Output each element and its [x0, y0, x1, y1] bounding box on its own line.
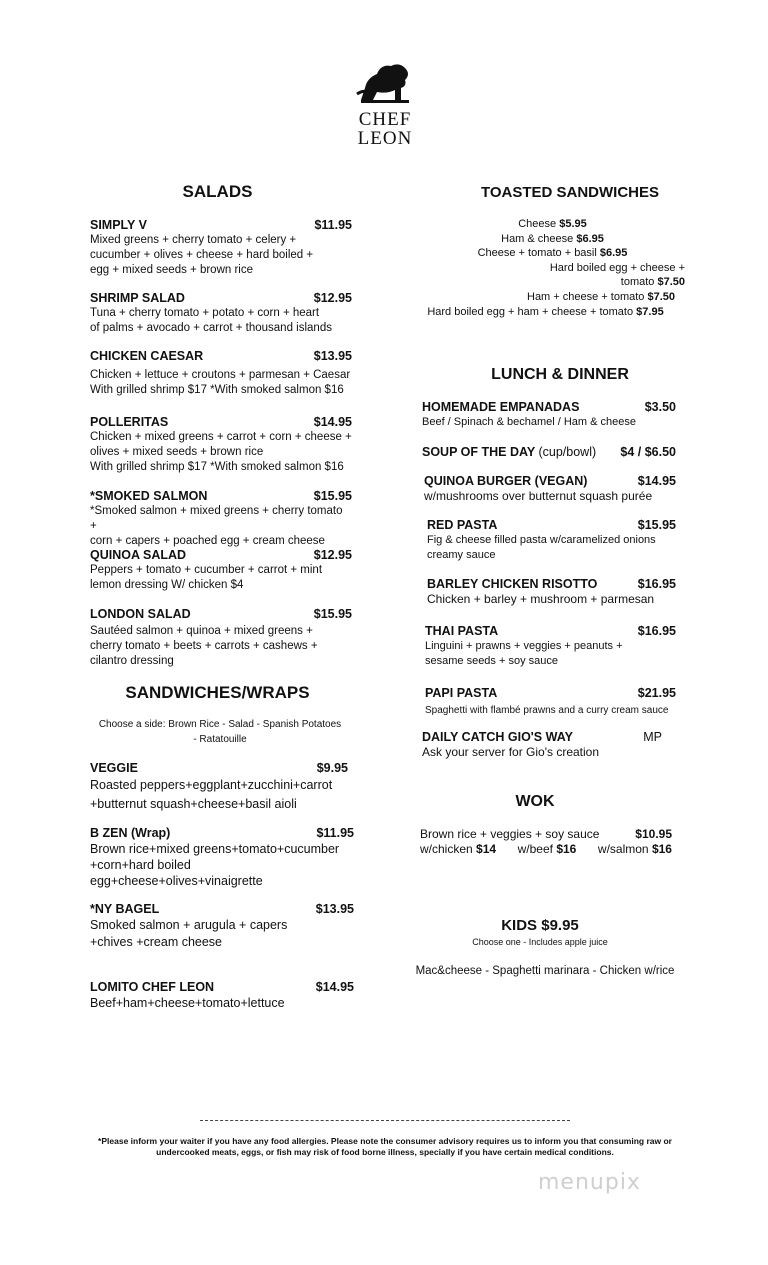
item-name: LONDON SALAD — [90, 607, 191, 621]
item-name: RED PASTA — [427, 518, 498, 532]
list-item: Cheese $5.95 — [518, 218, 587, 230]
lunch-item: QUINOA BURGER (VEGAN) $14.95 w/mushrooms over butternut squash purée — [424, 474, 676, 503]
lunch-heading: LUNCH & DINNER — [491, 366, 629, 383]
item-name: HOMEMADE EMPANADAS — [422, 400, 580, 414]
kids-options: Mac&cheese - Spaghetti marinara - Chicken w/rice — [415, 965, 675, 977]
item-name: SIMPLY V — [90, 218, 147, 232]
list-item: Ham & cheese $6.95 — [501, 232, 604, 245]
item-price: $15.95 — [313, 607, 352, 621]
kids-heading: KIDS $9.95 — [501, 917, 579, 934]
item-price: $13.95 — [315, 902, 354, 916]
item-price: MP — [643, 730, 662, 744]
salad-item: CHICKEN CAESAR $13.95 Chicken + lettuce + croutons + parmesan + Caesar With grilled shrimp $17 *With smoked salmon $16 — [90, 349, 352, 396]
salad-item: LONDON SALAD $15.95 Sautéed salmon + quinoa + mixed greens + cherry tomato + beets + carrots + cashews + cilantro dressing — [90, 607, 352, 667]
item-name: POLLERITAS — [90, 415, 169, 429]
item-name: CHICKEN CAESAR — [90, 349, 204, 363]
lunch-item: HOMEMADE EMPANADAS $3.50 Beef / Spinach & bechamel / Ham & cheese — [422, 400, 676, 428]
item-price: $12.95 — [313, 291, 352, 305]
brand-line-2: LEON — [357, 128, 413, 149]
item-price: $14.95 — [315, 980, 354, 994]
lunch-item: SOUP OF THE DAY (cup/bowl) $4 / $6.50 — [422, 445, 676, 459]
toasted-heading: TOASTED SANDWICHES — [480, 184, 660, 201]
sandwich-item: B ZEN (Wrap) $11.95 Brown rice+mixed greens+tomato+cucumber +corn+hard boiled egg+cheese+olives+vinaigrette — [90, 826, 354, 888]
sandwich-item: LOMITO CHEF LEON $14.95 Beef+ham+cheese+tomato+lettuce — [90, 980, 354, 1010]
toasted-list — [420, 217, 685, 319]
item-price: $16.95 — [637, 624, 676, 638]
item-price: $15.95 — [313, 489, 352, 503]
item-price: $11.95 — [314, 218, 352, 232]
item-name: B ZEN (Wrap) — [90, 826, 171, 840]
list-item: Ham + cheese + tomato $7.50 — [527, 290, 675, 303]
item-name: THAI PASTA — [425, 624, 499, 638]
list-item: Hard boiled egg + ham + cheese + tomato $7.95 — [427, 305, 664, 318]
kids-note: Choose one - Includes apple juice — [472, 937, 608, 947]
item-name: LOMITO CHEF LEON — [90, 980, 215, 994]
sandwiches-heading: SANDWICHES/WRAPS — [125, 683, 310, 702]
item-price: $14.95 — [637, 474, 676, 488]
item-price: $9.95 — [316, 761, 348, 775]
wok-item: Brown rice + veggies + soy sauce $10.95 w/chicken $14 w/beef $16 w/salmon $16 — [420, 827, 672, 856]
lunch-item: RED PASTA $15.95 Fig & cheese filled pasta w/caramelized onions creamy sauce — [427, 518, 676, 561]
wok-heading: WOK — [515, 793, 555, 810]
item-name: QUINOA BURGER (VEGAN) — [424, 474, 588, 488]
salad-item: QUINOA SALAD $12.95 Peppers + tomato + cucumber + carrot + mint lemon dressing W/ chicken $4 — [90, 548, 352, 591]
item-name: QUINOA SALAD — [90, 548, 187, 562]
lion-icon — [355, 60, 415, 105]
salad-item: SIMPLY V $11.95 Mixed greens + cherry tomato + celery + cucumber + olives + cheese + hard boiled + egg + mixed seeds + brown rice — [90, 218, 352, 276]
item-name: DAILY CATCH GIO'S WAY — [422, 730, 573, 744]
item-name: SOUP OF THE DAY — [422, 445, 535, 459]
allergy-disclaimer: *Please inform your waiter if you have any food allergies. Please note the consumer advisory requires us to inform you that consuming raw or undercooked meats, eggs, or fish may risk of food borne illness, specially if you have certain medical conditions. — [98, 1136, 672, 1157]
sandwich-item: VEGGIE $9.95 Roasted peppers+eggplant+zucchini+carrot +butternut squash+cheese+basil aioli — [90, 761, 348, 811]
item-name: PAPI PASTA — [425, 686, 498, 700]
item-price: $13.95 — [313, 349, 352, 363]
list-item: Cheese + tomato + basil $6.95 — [477, 247, 628, 260]
item-price: $16.95 — [637, 577, 676, 591]
salads-heading: SALADS — [182, 182, 253, 201]
list-item: Hard boiled egg + cheese + tomato $7.50 — [549, 261, 685, 289]
item-price: $4 / $6.50 — [620, 445, 676, 459]
salad-item: SHRIMP SALAD $12.95 Tuna + cherry tomato + potato + corn + heart of palms + avocado + carrot + thousand islands — [90, 291, 352, 334]
lunch-item: PAPI PASTA $21.95 Spaghetti with flambé prawns and a curry cream sauce — [425, 686, 676, 716]
item-name: VEGGIE — [90, 761, 138, 775]
footer-divider — [200, 1120, 570, 1121]
lunch-item: DAILY CATCH GIO'S WAY MP Ask your server for Gio's creation — [422, 730, 662, 759]
item-name: *SMOKED SALMON — [90, 489, 208, 503]
brand-line-1: CHEF — [358, 109, 412, 130]
chef-leon-logo — [340, 60, 430, 148]
item-price: $12.95 — [313, 548, 352, 562]
item-name: SHRIMP SALAD — [90, 291, 185, 305]
sandwich-item: *NY BAGEL $13.95 Smoked salmon + arugula + capers +chives +cream cheese — [90, 902, 354, 949]
item-price: $15.95 — [637, 518, 676, 532]
item-price: $11.95 — [316, 826, 354, 840]
salad-item: POLLERITAS $14.95 Chicken + mixed greens + carrot + corn + cheese + olives + mixed seeds + brown rice With grilled shrimp $17 *With smoked salmon $16 — [90, 415, 352, 473]
item-price: $21.95 — [637, 686, 676, 700]
item-price: $14.95 — [313, 415, 352, 429]
watermark: menupix — [538, 1170, 641, 1195]
item-name: BARLEY CHICKEN RISOTTO — [427, 577, 598, 591]
item-name: *NY BAGEL — [90, 902, 160, 916]
lunch-item: BARLEY CHICKEN RISOTTO $16.95 Chicken + barley + mushroom + parmesan — [427, 577, 676, 606]
lunch-item: THAI PASTA $16.95 Linguini + prawns + veggies + peanuts + sesame seeds + soy sauce — [425, 624, 676, 667]
item-price: $3.50 — [644, 400, 676, 414]
salad-item: *SMOKED SALMON $15.95 *Smoked salmon + mixed greens + cherry tomato + corn + capers + poached egg + cream cheese — [90, 489, 352, 547]
side-note: Choose a side: Brown Rice - Salad - Spanish Potatoes - Ratatouille — [98, 719, 342, 745]
